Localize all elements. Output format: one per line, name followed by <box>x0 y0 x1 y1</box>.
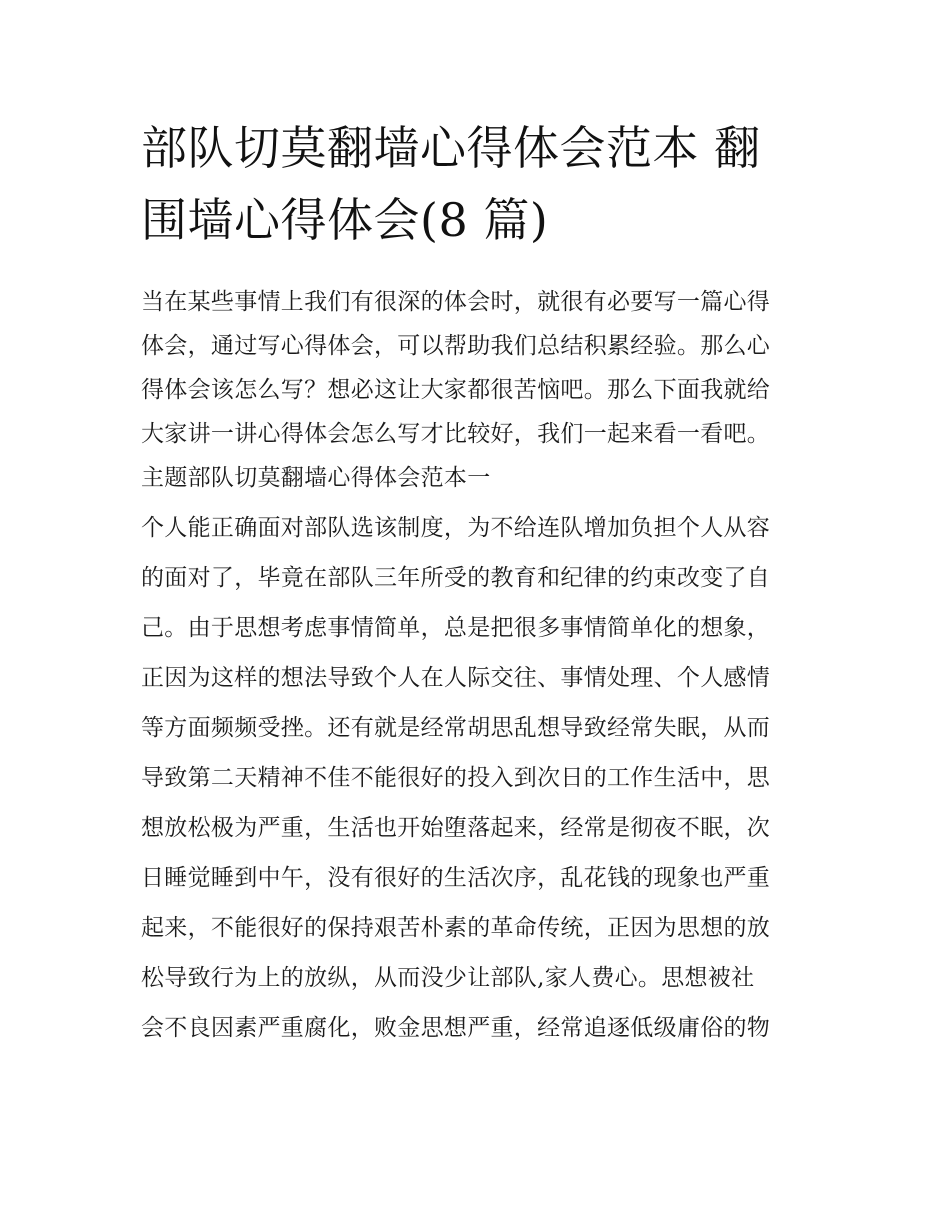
title-line-2: 围墙心得体会(8 篇) <box>141 193 549 247</box>
body-line: 己。由于思想考虑事情简单，总是把很多事情简单化的想象， <box>141 615 771 641</box>
body-line: 等方面频频受挫。还有就是经常胡思乱想导致经常失眠，从而 <box>141 715 771 741</box>
body-line: 的面对了，毕竟在部队三年所受的教育和纪律的约束改变了自 <box>141 565 771 591</box>
body-line: 正因为这样的想法导致个人在人际交往、事情处理、个人感情 <box>141 665 771 691</box>
intro-line: 体会，通过写心得体会，可以帮助我们总结积累经验。那么心 <box>141 333 771 359</box>
body-line: 导致第二天精神不佳不能很好的投入到次日的工作生活中，思 <box>141 765 771 791</box>
document-body <box>141 280 816 1050</box>
section-heading: 主题部队切莫翻墙心得体会范本一 <box>141 465 491 491</box>
intro-line: 大家讲一讲心得体会怎么写才比较好，我们一起来看一看吧。 <box>141 421 771 447</box>
body-line: 日睡觉睡到中午，没有很好的生活次序，乱花钱的现象也严重 <box>141 865 771 891</box>
body-line: 会不良因素严重腐化，败金思想严重，经常追逐低级庸俗的物 <box>141 1015 771 1041</box>
intro-line: 得体会该怎么写？想必这让大家都很苦恼吧。那么下面我就给 <box>141 377 771 403</box>
body-line: 个人能正确面对部队选该制度，为不给连队增加负担个人从容 <box>141 515 771 541</box>
intro-line: 当在某些事情上我们有很深的体会时，就很有必要写一篇心得 <box>141 289 771 315</box>
body-line: 起来，不能很好的保持艰苦朴素的革命传统，正因为思想的放 <box>141 915 771 941</box>
body-line: 松导致行为上的放纵，从而没少让部队,家人费心。思想被社 <box>141 965 755 991</box>
document-title <box>141 112 821 256</box>
title-line-1: 部队切莫翻墙心得体会范本 翻 <box>141 121 761 175</box>
body-line: 想放松极为严重，生活也开始堕落起来，经常是彻夜不眠，次 <box>141 815 771 841</box>
